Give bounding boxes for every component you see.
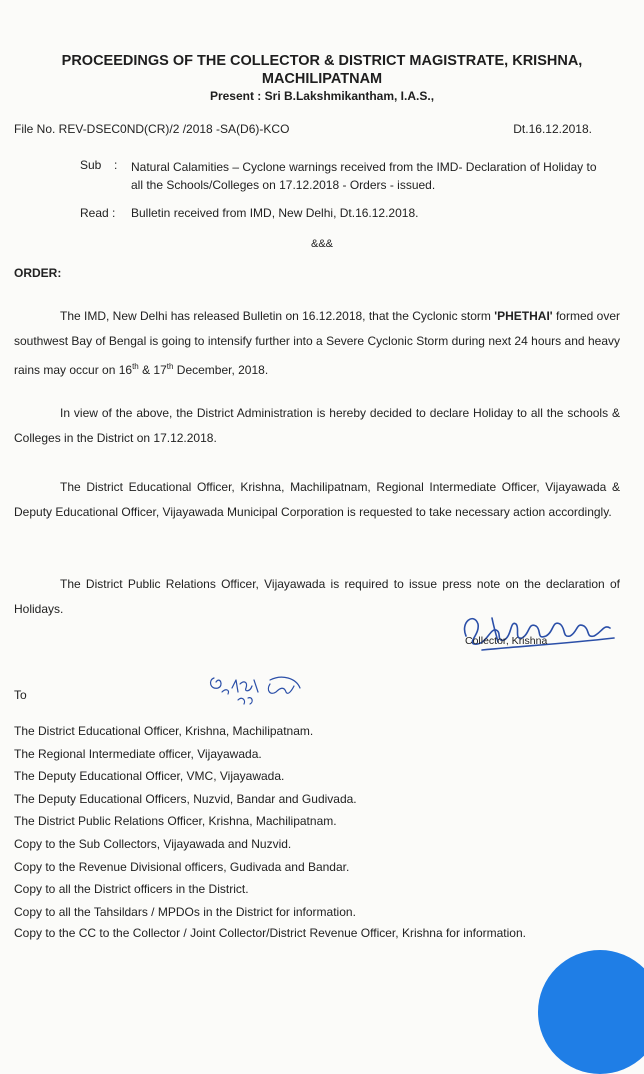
p1-part2: formed over southwest Bay of Bengal is going to intensify further into a Severe Cyclonic Storm during next 24 hours and heavy rains may occur on 16	[14, 309, 621, 377]
p1-part1: The IMD, New Delhi has released Bulletin on 16.12.2018, that the Cyclonic storm	[60, 309, 491, 323]
order-paragraph-3	[14, 475, 620, 525]
present-officer: Present : Sri B.Lakshmikantham, I.A.S.,	[209, 89, 435, 103]
collector-signature	[452, 608, 622, 658]
order-label: ORDER:	[14, 266, 62, 280]
recipient-item: Copy to all the District officers in the District.	[14, 882, 249, 897]
initials-scribble	[206, 670, 326, 710]
subject-text: Natural Calamities – Cyclone warnings received from the IMD- Declaration of Holiday to all the Schools/Colleges on 17.12.2018 - Orders - issued.	[131, 160, 597, 192]
p2-text: In view of the above, the District Administration is hereby decided to declare Holiday to all the schools & Colleges in the District on 17.12.2018.	[14, 406, 620, 445]
recipient-item: The Deputy Educational Officer, VMC, Vijayawada.	[14, 769, 285, 784]
file-number: File No. REV-DSEC0ND(CR)/2 /2018 -SA(D6)-KCO	[14, 122, 290, 136]
subject-colon: :	[114, 158, 118, 172]
recipient-list	[14, 720, 624, 944]
recipient-item: The Deputy Educational Officers, Nuzvid, Bandar and Gudivada.	[14, 791, 357, 806]
read-text: Bulletin received from IMD, New Delhi, Dt.16.12.2018.	[131, 206, 419, 220]
p4-text: The District Public Relations Officer, Vijayawada is required to issue press note on the declaration of Holidays.	[14, 577, 620, 616]
order-paragraph-1	[14, 304, 620, 383]
recipient-item: Copy to all the Tahsildars / MPDOs in the District for information.	[14, 904, 356, 919]
recipient-item: Copy to the Sub Collectors, Vijayawada and Nuzvid.	[14, 836, 292, 851]
read-label: Read :	[80, 206, 116, 220]
subject-label: Sub	[80, 158, 102, 172]
recipient-item: The Regional Intermediate officer, Vijayawada.	[14, 746, 262, 761]
recipient-item: The District Educational Officer, Krishna, Machilipatnam.	[14, 724, 314, 738]
section-marks: &&&	[310, 238, 333, 250]
p1-sup-2: th	[166, 362, 174, 371]
p3-text: The District Educational Officer, Krishna, Machilipatnam, Regional Intermediate Officer, Vijayawada & Deputy Educational Officer, Vijayawada Municipal Corporation is requested to take necessary action accordingly.	[14, 480, 620, 519]
to-label: To	[14, 688, 27, 702]
file-date: Dt.16.12.2018.	[513, 122, 592, 136]
heading-line-1: PROCEEDINGS OF THE COLLECTOR & DISTRICT MAGISTRATE, KRISHNA,	[61, 53, 583, 69]
blue-circle-badge	[538, 950, 644, 1074]
p1-sup-1: th	[132, 362, 139, 371]
heading-line-2: MACHILIPATNAM	[261, 71, 383, 87]
storm-name: 'PHETHAI'	[494, 309, 553, 323]
order-paragraph-2	[14, 401, 620, 451]
p1-amp: & 17	[138, 363, 167, 377]
recipient-item: The District Public Relations Officer, Krishna, Machilipatnam.	[14, 814, 337, 829]
document-heading	[40, 52, 604, 88]
signatory-title: Collector, Krishna	[465, 635, 548, 647]
p1-end: December, 2018.	[173, 363, 269, 377]
recipient-item: Copy to the Revenue Divisional officers, Gudivada and Bandar.	[14, 859, 350, 874]
recipient-item: Copy to the CC to the Collector / Joint Collector/District Revenue Officer, Krishna for information.	[14, 926, 526, 941]
